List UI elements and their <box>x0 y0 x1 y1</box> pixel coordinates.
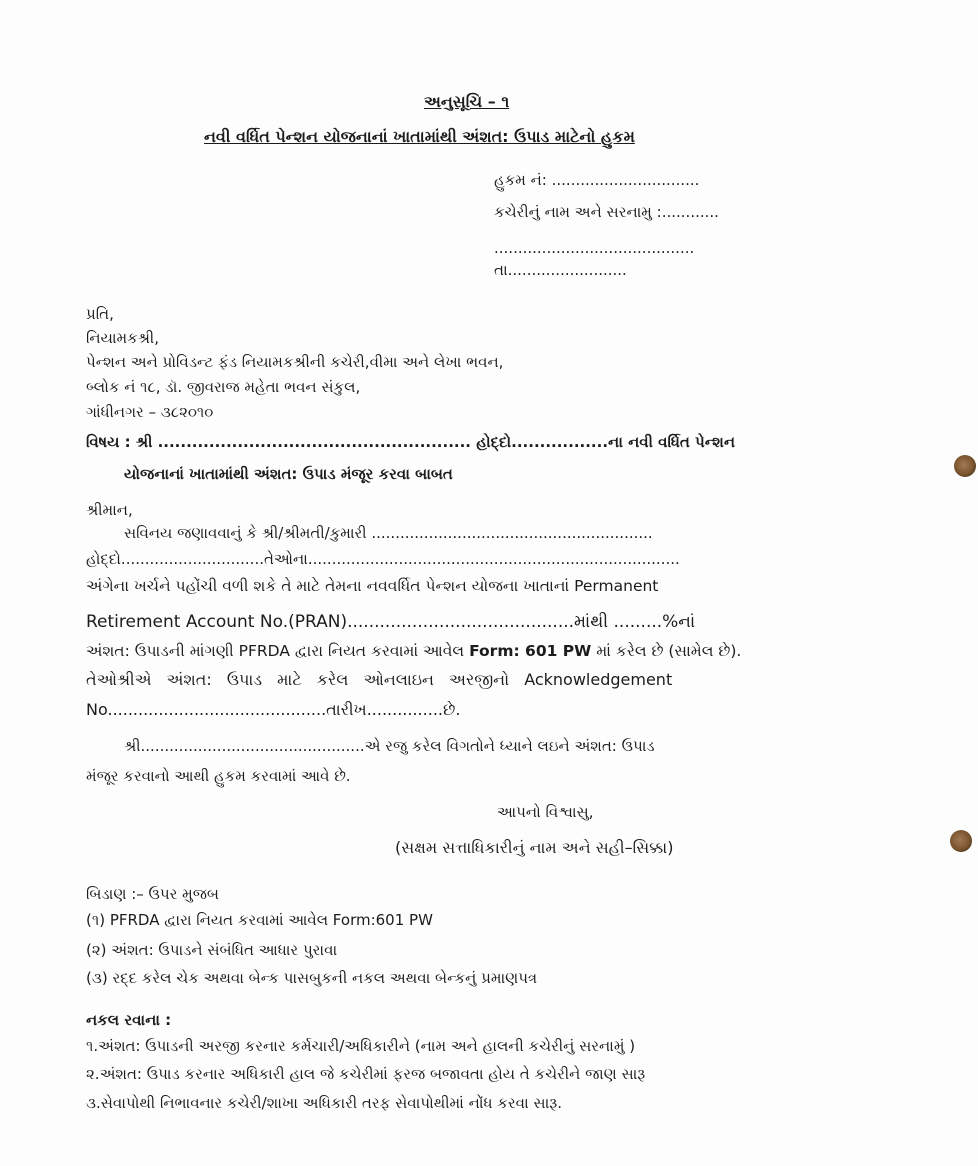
enclosure-item-2: (૨) અંશત: ઉપાડને સંબંધિત આધાર પુરાવા <box>86 941 338 959</box>
copy-to-item-3: ૩.સેવાપોથી નિભાવનાર કચેરી/શાખા અધિકારી તરફ સેવાપોથીમાં નોંધ કરવા સારૂ. <box>86 1094 562 1112</box>
yours-faithfully: આપનો વિશ્વાસુ, <box>497 803 594 821</box>
body-line-4: Retirement Account No.(PRAN)..........................................માંથી .........%નાં <box>86 612 696 632</box>
punch-hole-bottom <box>950 830 972 852</box>
copy-to-item-2: ૨.અંશત: ઉપાડ કરનાર અધિકારી હાલ જે કચેરીમાં ફરજ બજાવતા હોય તે કચેરીને જાણ સારૂ <box>86 1065 646 1083</box>
schedule-title: અનુસૂચિ – ૧ <box>424 92 510 111</box>
salutation: શ્રીમાન, <box>86 501 133 519</box>
main-title: નવી વર્ધિત પેન્શન યોજનાનાં ખાતામાંથી અંશત: ઉપાડ માટેનો હુકમ <box>204 127 635 146</box>
enclosure-item-3: (૩) રદ્દ કરેલ ચેક અથવા બેન્ક પાસબુકની નકલ અથવા બેન્કનું પ્રમાણપત્ર <box>86 969 538 987</box>
body-line-5a: અંશત: ઉપાડની માંગણી PFRDA દ્વારા નિયત કરવામાં આવેલ <box>86 642 470 660</box>
punch-hole-top <box>954 455 976 477</box>
enclosure-heading: બિડાણ :– ઉપર મુજબ <box>86 885 219 903</box>
body-line-5 <box>86 641 741 661</box>
office-address-continued: .......................................... <box>494 239 695 257</box>
order-number: હુકમ નં: ............................... <box>494 171 700 189</box>
copy-to-item-1: ૧.અંશત: ઉપાડની અરજી કરનાર કર્મચારી/અધિકારીને (નામ અને હાલની કચેરીનું સરનામું ) <box>86 1037 636 1055</box>
enclosure-item-1: (૧) PFRDA દ્વારા નિયત કરવામાં આવેલ Form:601 PW <box>86 911 433 929</box>
address-line-1: નિયામકશ્રી, <box>86 329 159 347</box>
address-to: પ્રતિ, <box>86 305 114 323</box>
subject-line-1: વિષય : શ્રી ....................................................... હોદ્દો.................ના નવી વર્ધિત પેન્શન <box>86 433 736 451</box>
body-line-2: હોદ્દો..............................તેઓના.............................................................................. <box>86 550 680 568</box>
body-line-1: સવિનય જણાવવાનું કે શ્રી/શ્રીમતી/કુમારી ........................................................... <box>124 524 653 542</box>
body-line-3: અંગેના ખર્ચને પહોંચી વળી શકે તે માટે તેમના નવવર્ધિત પેન્શન યોજના ખાતાનાં Permanent <box>86 577 659 595</box>
form-601-pw: Form: 601 PW <box>469 642 592 660</box>
body-line-6: તેઓશ્રીએ અંશત: ઉપાડ માટે કરેલ ઓનલાઇન અરજીનો Acknowledgement <box>86 670 673 689</box>
copy-to-heading: નકલ રવાના : <box>86 1011 172 1029</box>
address-line-2: પેન્શન અને પ્રોવિડન્ટ ફંડ નિયામકશ્રીની કચેરી,વીમા અને લેખા ભવન, <box>86 353 504 371</box>
body-line-5c: માં કરેલ છે (સામેલ છે). <box>591 642 742 660</box>
subject-line-2: યોજનાનાં ખાતામાંથી અંશત: ઉપાડ મંજૂર કરવા બાબત <box>124 465 453 483</box>
body-line-7: No...........................................તારીખ...............છે. <box>86 700 461 719</box>
signature-caption: (સક્ષમ સત્તાધિકારીનું નામ અને સહી–સિક્કા) <box>395 838 674 857</box>
body-line-9: મંજૂર કરવાનો આથી હુકમ કરવામાં આવે છે. <box>86 767 351 785</box>
order-date: તા......................... <box>494 261 627 279</box>
address-line-4: ગાંધીનગર – ૩૮૨૦૧૦ <box>86 403 214 421</box>
body-line-8: શ્રી...............................................એ રજુ કરેલ વિગતોને ધ્યાને લઇને અંશત: ઉપાડ <box>124 737 655 755</box>
address-line-3: બ્લોક નં ૧૮, ડૉ. જીવરાજ મહેતા ભવન સંકુલ, <box>86 378 361 396</box>
office-name-address: કચેરીનું નામ અને સરનામુ :............ <box>494 203 719 221</box>
